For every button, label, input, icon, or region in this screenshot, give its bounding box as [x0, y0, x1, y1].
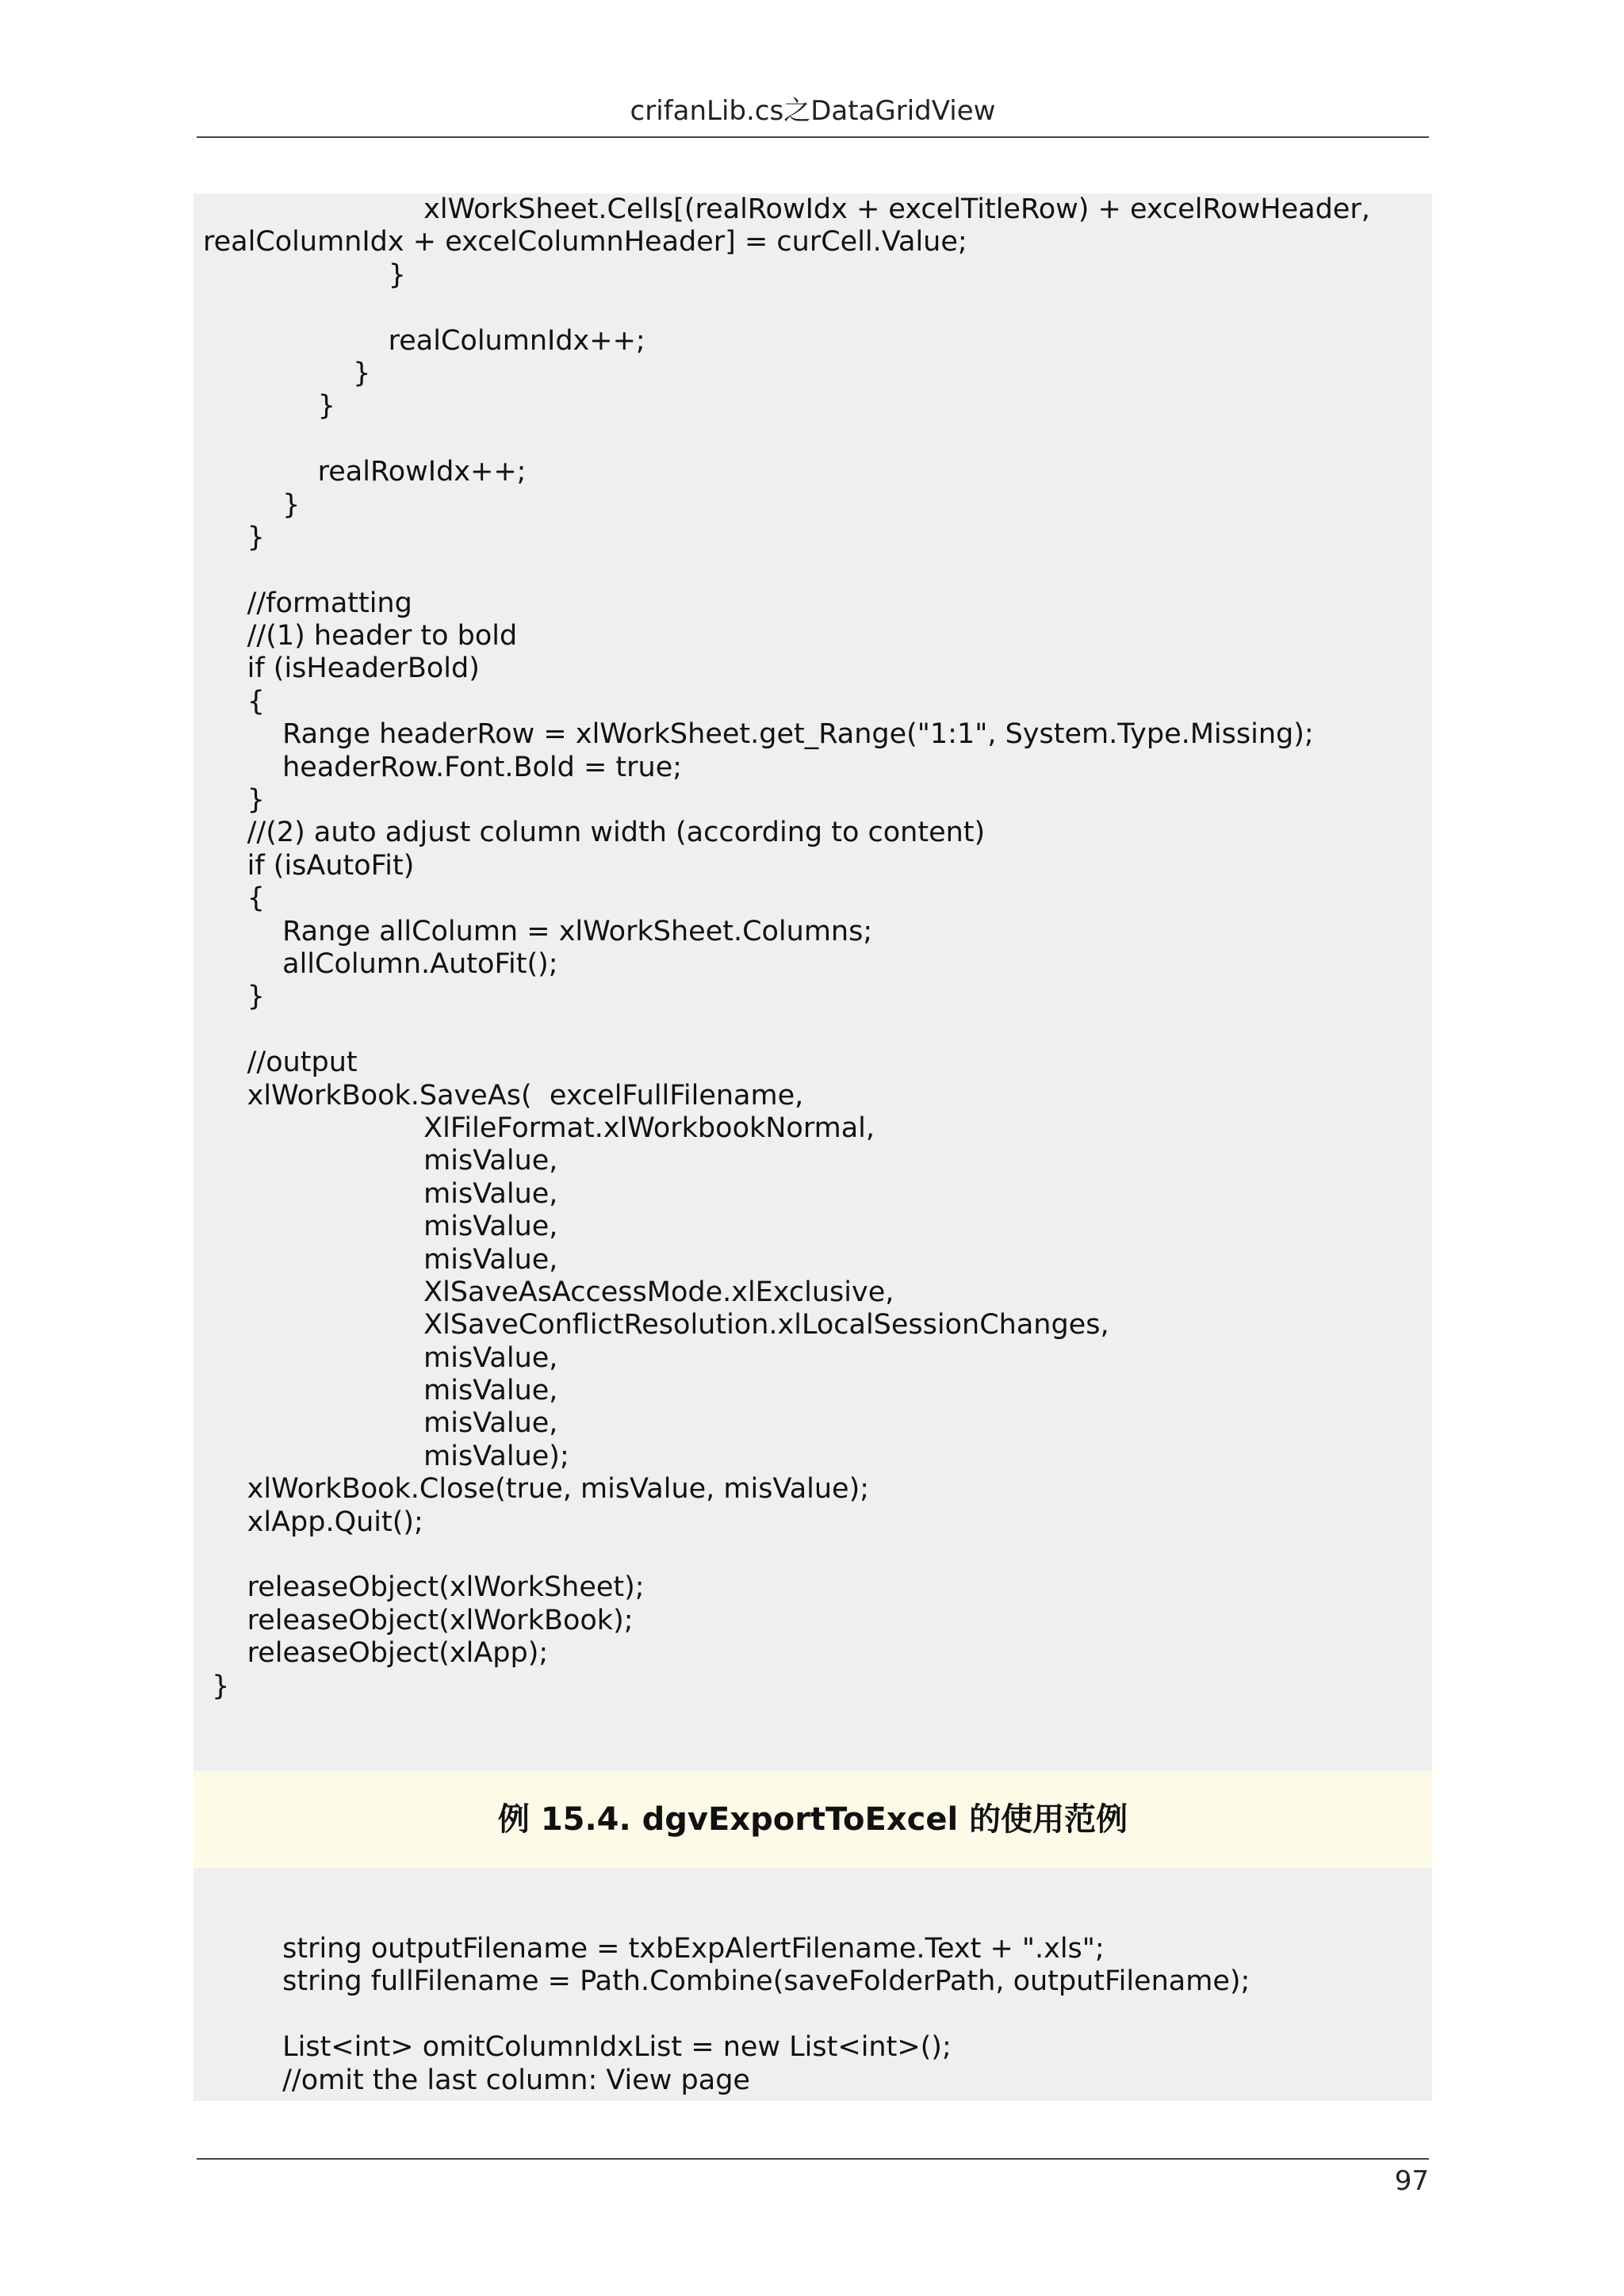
code-line: } [203, 357, 371, 389]
code-line: allColumn.AutoFit(); [203, 947, 558, 980]
code-line [203, 1999, 1432, 2031]
code-line [203, 423, 1432, 456]
code-line: if (isAutoFit) [203, 849, 415, 882]
code-line: xlApp.Quit(); [203, 1506, 423, 1538]
page-header-title: crifanLib.cs之DataGridView [197, 89, 1429, 138]
code-line: { [203, 685, 265, 718]
code-line: realColumnIdx + excelColumnHeader] = curCell.Value; [203, 226, 967, 258]
code-line: //omit the last column: View page [203, 2064, 750, 2096]
code-line [203, 554, 1432, 587]
code-line: realColumnIdx++; [203, 324, 645, 357]
code-line: releaseObject(xlApp); [203, 1637, 549, 1670]
code-line: } [203, 1670, 230, 1702]
code-line: } [203, 258, 406, 291]
code-line: { [203, 882, 265, 915]
code-block-export-implementation [193, 193, 1432, 1771]
code-line: misValue, [203, 1375, 558, 1407]
code-line: } [203, 521, 265, 553]
code-line: misValue, [203, 1243, 558, 1276]
code-line: XlSaveConflictResolution.xlLocalSessionChanges, [203, 1309, 1109, 1341]
code-line: headerRow.Font.Bold = true; [203, 751, 683, 783]
code-line: //output [203, 1047, 358, 1079]
code-line: misValue, [203, 1177, 558, 1210]
code-line: misValue, [203, 1341, 558, 1374]
code-block-usage-example [193, 1868, 1432, 2101]
code-line: xlWorkBook.SaveAs( excelFullFilename, [203, 1079, 804, 1112]
code-line: misValue, [203, 1211, 558, 1243]
code-line: misValue); [203, 1440, 569, 1472]
code-line [203, 1539, 1432, 1571]
page-number: 97 [1394, 2165, 1429, 2197]
code-line: misValue, [203, 1145, 558, 1177]
code-line: if (isHeaderBold) [203, 652, 480, 685]
code-line [203, 292, 1432, 324]
code-line: Range allColumn = xlWorkSheet.Columns; [203, 915, 873, 947]
code-line: //formatting [203, 587, 412, 619]
code-line: } [203, 784, 265, 817]
code-line: string outputFilename = txbExpAlertFilename.Text + ".xls"; [203, 1933, 1105, 1965]
code-line: releaseObject(xlWorkBook); [203, 1604, 634, 1636]
code-line: } [203, 390, 335, 423]
code-line: } [203, 981, 265, 1013]
code-line: xlWorkBook.Close(true, misValue, misValue); [203, 1473, 870, 1506]
code-line: } [203, 488, 301, 521]
code-line: releaseObject(xlWorkSheet); [203, 1571, 645, 1604]
code-line: realRowIdx++; [203, 456, 527, 488]
code-line: XlSaveAsAccessMode.xlExclusive, [203, 1276, 894, 1308]
code-line: XlFileFormat.xlWorkbookNormal, [203, 1112, 875, 1144]
code-line: string fullFilename = Path.Combine(saveFolderPath, outputFilename); [203, 1965, 1251, 1998]
example-title: 例 15.4. dgvExportToExcel 的使用范例 [193, 1771, 1432, 1868]
code-line: xlWorkSheet.Cells[(realRowIdx + excelTitleRow) + excelRowHeader, [203, 193, 1370, 225]
code-line: misValue, [203, 1407, 558, 1440]
code-line [203, 1014, 1432, 1047]
code-line: //(1) header to bold [203, 620, 518, 652]
code-line: Range headerRow = xlWorkSheet.get_Range("1:1", System.Type.Missing); [203, 718, 1314, 751]
footer-rule [197, 2158, 1429, 2160]
code-line: List<int> omitColumnIdxList = new List<int>(); [203, 2031, 952, 2064]
code-line: //(2) auto adjust column width (according to content) [203, 817, 986, 849]
